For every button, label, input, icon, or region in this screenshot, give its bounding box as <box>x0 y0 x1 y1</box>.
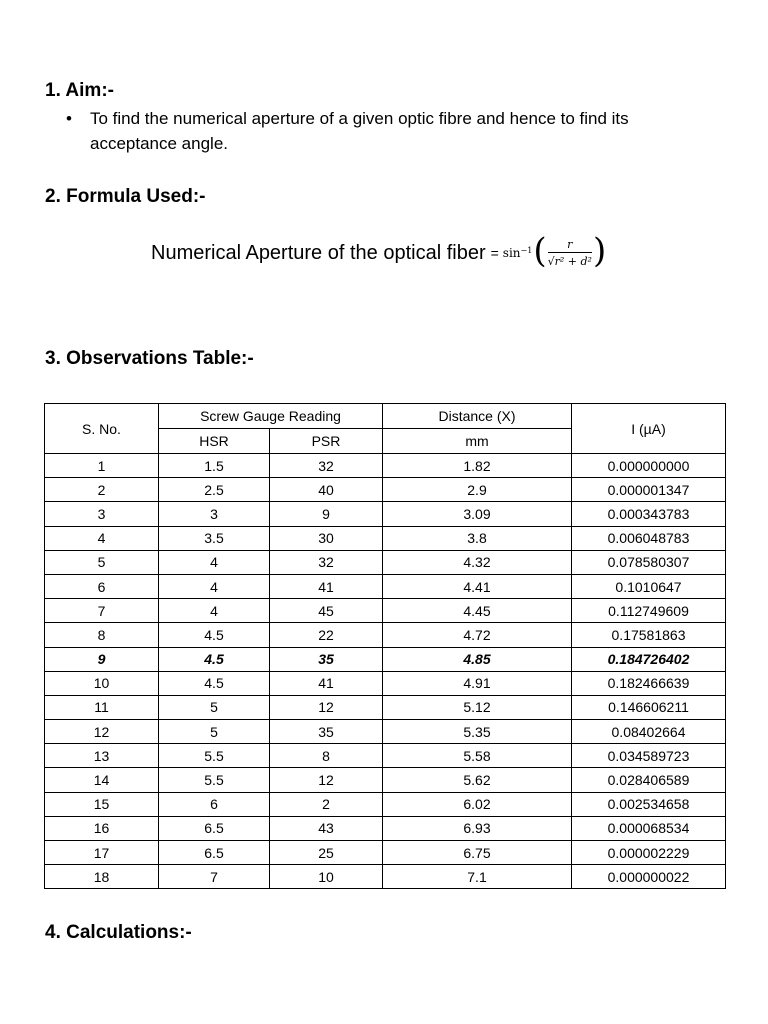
cell-hsr: 4 <box>159 574 270 598</box>
cell-current: 0.08402664 <box>572 720 726 744</box>
cell-distance: 4.72 <box>383 623 572 647</box>
cell-sno: 16 <box>45 816 159 840</box>
table-row <box>45 841 726 865</box>
cell-distance: 3.8 <box>383 526 572 550</box>
formula-heading: 2. Formula Used:- <box>45 186 206 207</box>
col-header-hsr: HSR <box>159 429 270 454</box>
table-row <box>45 792 726 816</box>
table-row <box>45 647 726 671</box>
cell-sno: 1 <box>45 454 159 478</box>
cell-current: 0.006048783 <box>572 526 726 550</box>
cell-current: 0.182466639 <box>572 671 726 695</box>
right-paren-icon: ) <box>592 231 607 271</box>
cell-hsr: 5 <box>159 720 270 744</box>
cell-distance: 4.41 <box>383 574 572 598</box>
cell-distance: 6.75 <box>383 841 572 865</box>
table-row <box>45 623 726 647</box>
table-row <box>45 768 726 792</box>
cell-psr: 41 <box>270 574 383 598</box>
cell-hsr: 5.5 <box>159 744 270 768</box>
cell-distance: 5.58 <box>383 744 572 768</box>
col-header-distance: Distance (X) <box>383 404 572 429</box>
formula-denominator: √r² + d² <box>548 252 592 268</box>
cell-distance: 2.9 <box>383 478 572 502</box>
cell-psr: 22 <box>270 623 383 647</box>
formula-fraction <box>548 238 592 268</box>
table-row <box>45 574 726 598</box>
cell-psr: 35 <box>270 720 383 744</box>
table-row <box>45 720 726 744</box>
formula-func: sin <box>502 246 521 260</box>
cell-hsr: 4 <box>159 550 270 574</box>
cell-hsr: 1.5 <box>159 454 270 478</box>
left-paren-icon: ( <box>533 231 547 271</box>
cell-psr: 12 <box>270 695 383 719</box>
aim-bullet-item <box>66 106 706 156</box>
cell-distance: 5.12 <box>383 695 572 719</box>
cell-current: 0.000343783 <box>572 502 726 526</box>
cell-psr: 9 <box>270 502 383 526</box>
table-row <box>45 478 726 502</box>
cell-distance: 4.91 <box>383 671 572 695</box>
cell-sno: 18 <box>45 865 159 889</box>
cell-sno: 14 <box>45 768 159 792</box>
observations-table <box>44 403 726 889</box>
cell-psr: 12 <box>270 768 383 792</box>
cell-current: 0.078580307 <box>572 550 726 574</box>
cell-sno: 7 <box>45 599 159 623</box>
cell-hsr: 4.5 <box>159 647 270 671</box>
cell-hsr: 6.5 <box>159 816 270 840</box>
cell-current: 0.000001347 <box>572 478 726 502</box>
cell-hsr: 4 <box>159 599 270 623</box>
cell-current: 0.17581863 <box>572 623 726 647</box>
cell-distance: 6.02 <box>383 792 572 816</box>
cell-current: 0.000000000 <box>572 454 726 478</box>
cell-distance: 7.1 <box>383 865 572 889</box>
table-row <box>45 550 726 574</box>
table-row <box>45 454 726 478</box>
col-header-sno: S. No. <box>45 404 159 454</box>
cell-distance: 4.45 <box>383 599 572 623</box>
table-row <box>45 865 726 889</box>
formula-numerator: r <box>567 238 573 251</box>
cell-current: 0.000000022 <box>572 865 726 889</box>
cell-hsr: 6 <box>159 792 270 816</box>
cell-hsr: 4.5 <box>159 623 270 647</box>
cell-distance: 4.32 <box>383 550 572 574</box>
calculations-heading: 4. Calculations:- <box>45 922 192 943</box>
cell-psr: 41 <box>270 671 383 695</box>
cell-hsr: 7 <box>159 865 270 889</box>
cell-sno: 9 <box>45 647 159 671</box>
cell-current: 0.146606211 <box>572 695 726 719</box>
cell-sno: 4 <box>45 526 159 550</box>
formula <box>151 231 607 271</box>
cell-psr: 32 <box>270 454 383 478</box>
cell-current: 0.000002229 <box>572 841 726 865</box>
cell-distance: 4.85 <box>383 647 572 671</box>
table-row <box>45 744 726 768</box>
cell-sno: 6 <box>45 574 159 598</box>
aim-text: To find the numerical aperture of a given optic fibre and hence to find its acceptance angle. <box>90 109 629 153</box>
col-header-screw-gauge: Screw Gauge Reading <box>159 404 383 429</box>
observations-heading: 3. Observations Table:- <box>45 348 254 369</box>
cell-sno: 10 <box>45 671 159 695</box>
formula-exponent: −1 <box>520 245 533 255</box>
table-row <box>45 695 726 719</box>
cell-psr: 45 <box>270 599 383 623</box>
col-header-distance-unit: mm <box>383 429 572 454</box>
cell-hsr: 5 <box>159 695 270 719</box>
observations-table-body <box>45 454 726 889</box>
table-row <box>45 502 726 526</box>
cell-hsr: 3 <box>159 502 270 526</box>
col-header-psr: PSR <box>270 429 383 454</box>
cell-psr: 43 <box>270 816 383 840</box>
cell-psr: 40 <box>270 478 383 502</box>
cell-psr: 32 <box>270 550 383 574</box>
cell-psr: 30 <box>270 526 383 550</box>
cell-distance: 1.82 <box>383 454 572 478</box>
cell-distance: 5.62 <box>383 768 572 792</box>
table-row <box>45 816 726 840</box>
cell-sno: 2 <box>45 478 159 502</box>
cell-sno: 12 <box>45 720 159 744</box>
cell-current: 0.034589723 <box>572 744 726 768</box>
formula-expression <box>502 231 607 271</box>
cell-sno: 15 <box>45 792 159 816</box>
formula-label: Numerical Aperture of the optical fiber <box>151 241 486 264</box>
cell-distance: 3.09 <box>383 502 572 526</box>
cell-current: 0.184726402 <box>572 647 726 671</box>
cell-hsr: 6.5 <box>159 841 270 865</box>
cell-psr: 10 <box>270 865 383 889</box>
cell-sno: 3 <box>45 502 159 526</box>
cell-hsr: 3.5 <box>159 526 270 550</box>
cell-current: 0.112749609 <box>572 599 726 623</box>
cell-distance: 6.93 <box>383 816 572 840</box>
cell-sno: 13 <box>45 744 159 768</box>
bullet-icon: • <box>66 109 72 128</box>
cell-current: 0.000068534 <box>572 816 726 840</box>
table-row <box>45 599 726 623</box>
formula-equals: = <box>490 245 499 261</box>
cell-psr: 8 <box>270 744 383 768</box>
cell-current: 0.1010647 <box>572 574 726 598</box>
cell-hsr: 2.5 <box>159 478 270 502</box>
col-header-current: I (µA) <box>572 404 726 454</box>
cell-sno: 8 <box>45 623 159 647</box>
cell-sno: 5 <box>45 550 159 574</box>
cell-psr: 2 <box>270 792 383 816</box>
table-row <box>45 671 726 695</box>
cell-hsr: 5.5 <box>159 768 270 792</box>
cell-hsr: 4.5 <box>159 671 270 695</box>
cell-psr: 35 <box>270 647 383 671</box>
cell-psr: 25 <box>270 841 383 865</box>
cell-current: 0.002534658 <box>572 792 726 816</box>
table-row <box>45 526 726 550</box>
cell-sno: 11 <box>45 695 159 719</box>
cell-sno: 17 <box>45 841 159 865</box>
cell-current: 0.028406589 <box>572 768 726 792</box>
aim-heading: 1. Aim:- <box>45 80 114 101</box>
cell-distance: 5.35 <box>383 720 572 744</box>
